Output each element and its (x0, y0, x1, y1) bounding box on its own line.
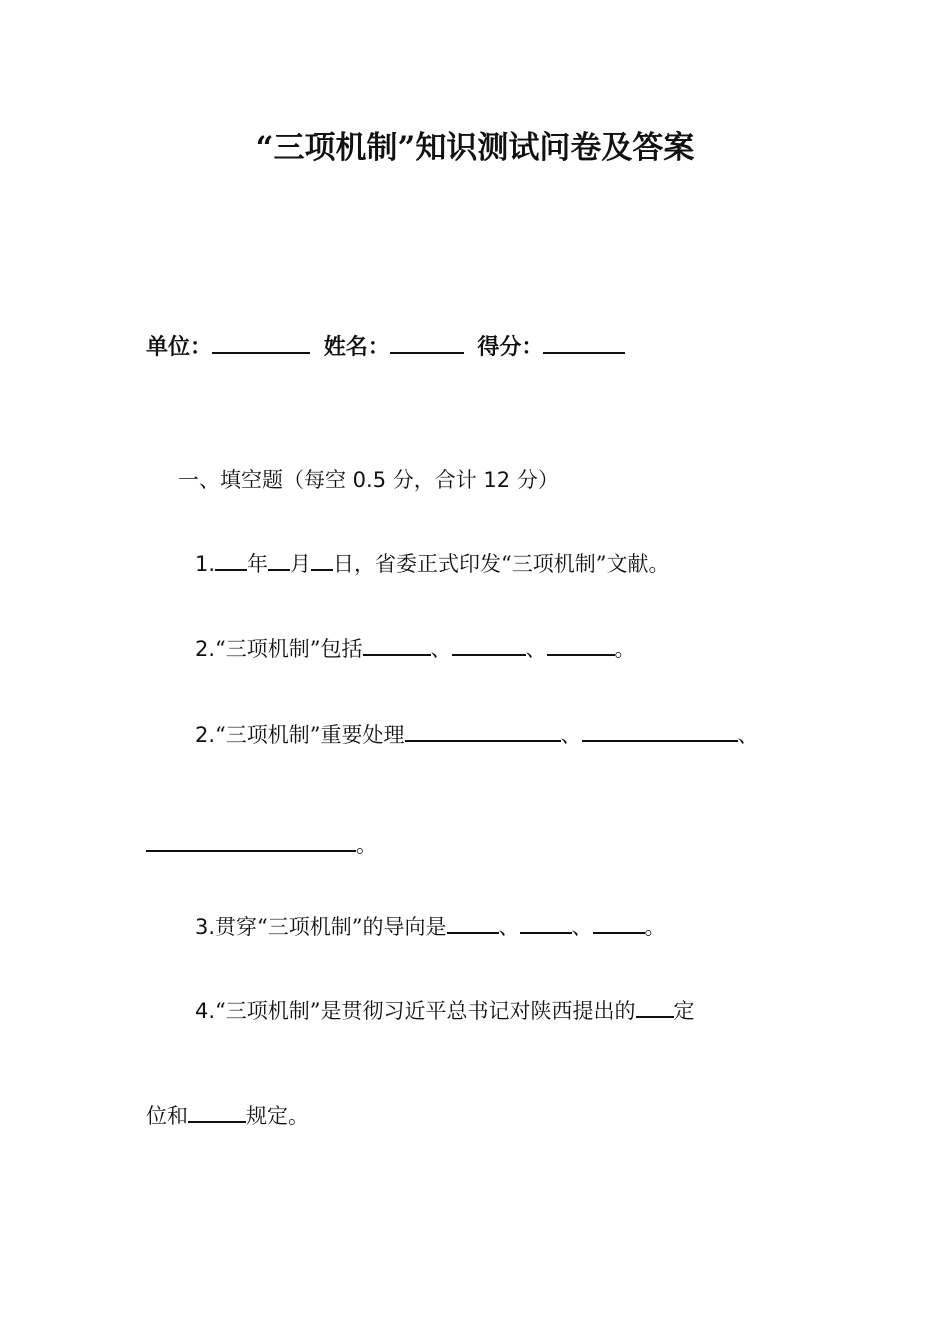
question-2b-continued (146, 826, 377, 862)
answer-blank[interactable] (547, 630, 615, 656)
question-text: 。 (614, 637, 636, 661)
question-number: 2. (195, 723, 216, 747)
day-blank[interactable] (311, 545, 333, 571)
question-text: 年 (247, 552, 269, 576)
unit-blank[interactable] (212, 328, 310, 354)
question-number: 2. (195, 637, 216, 661)
question-number: 4. (195, 999, 216, 1023)
answer-blank[interactable] (146, 826, 356, 852)
question-text: 月 (290, 552, 312, 576)
question-text: 、 (430, 637, 452, 661)
question-text: 日，省委正式印发“三项机制”文献。 (333, 552, 670, 576)
question-text: “三项机制”重要处理 (215, 723, 405, 747)
question-4-continued (146, 1097, 309, 1133)
answer-blank[interactable] (593, 908, 645, 934)
question-text: 、 (525, 637, 547, 661)
question-text: 。 (644, 915, 666, 939)
name-blank[interactable] (390, 328, 464, 354)
month-blank[interactable] (268, 545, 290, 571)
question-1 (195, 545, 670, 581)
answer-blank[interactable] (363, 630, 431, 656)
question-2b (195, 716, 759, 752)
question-number: 1. (195, 552, 216, 576)
question-number: 3. (195, 915, 216, 939)
answer-blank[interactable] (405, 716, 561, 742)
question-3 (195, 908, 666, 944)
answer-blank[interactable] (447, 908, 499, 934)
score-label: 得分： (477, 335, 544, 360)
document-title: “三项机制”知识测试问卷及答案 (255, 130, 695, 166)
answer-blank[interactable] (188, 1097, 246, 1123)
question-text: 位和 (146, 1104, 188, 1128)
section-heading: 一、填空题（每空 0.5 分，合计 12 分） (178, 468, 559, 492)
question-text: “三项机制”是贯彻习近平总书记对陕西提出的 (215, 999, 636, 1023)
question-text: 、 (737, 723, 759, 747)
question-4 (195, 992, 695, 1028)
question-text: 、 (571, 915, 593, 939)
question-text: 规定。 (246, 1104, 309, 1128)
answer-blank[interactable] (582, 716, 738, 742)
name-label: 姓名： (323, 335, 390, 360)
answer-blank[interactable] (452, 630, 526, 656)
answer-blank[interactable] (520, 908, 572, 934)
info-row (146, 328, 625, 365)
question-text: 、 (498, 915, 520, 939)
score-blank[interactable] (543, 328, 625, 354)
question-text: 、 (560, 723, 582, 747)
question-text: 定 (673, 999, 695, 1023)
year-blank[interactable] (215, 545, 247, 571)
question-2 (195, 630, 636, 666)
question-text: 贯穿“三项机制”的导向是 (215, 915, 447, 939)
question-text: 。 (356, 833, 377, 857)
answer-blank[interactable] (636, 992, 674, 1018)
question-text: “三项机制”包括 (215, 637, 363, 661)
unit-label: 单位： (146, 335, 213, 360)
